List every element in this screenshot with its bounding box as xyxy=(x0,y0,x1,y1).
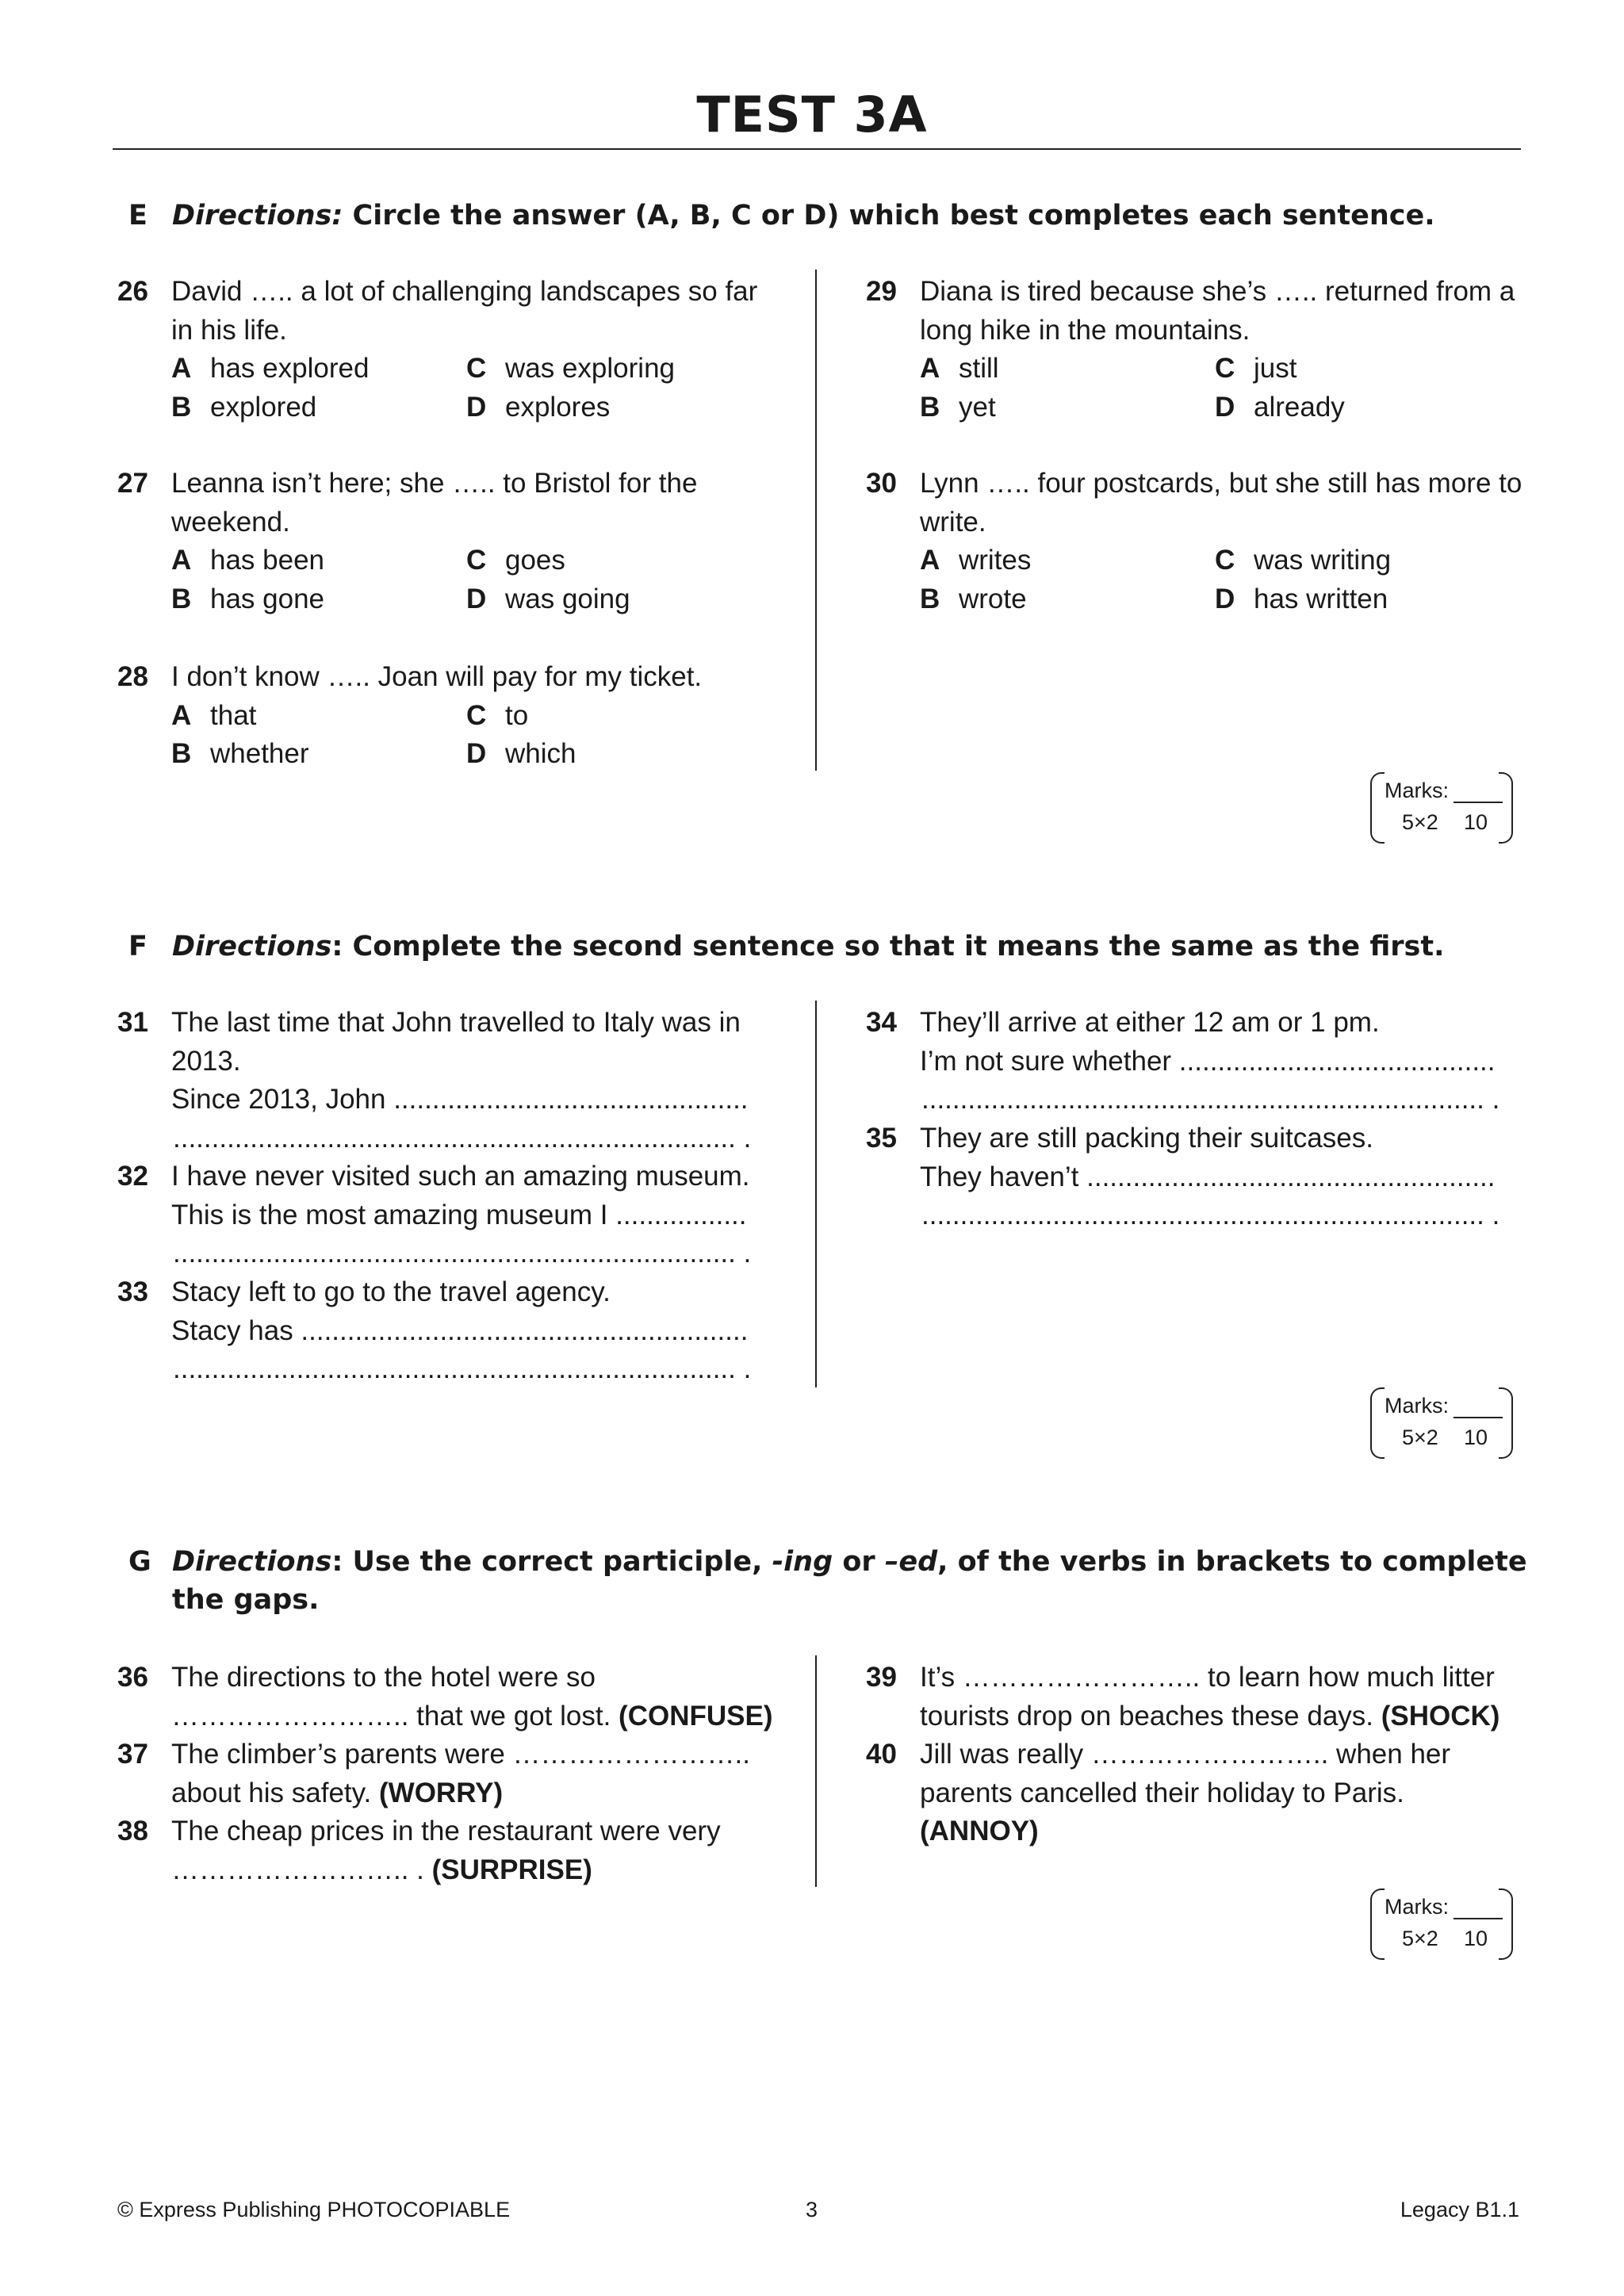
question-29 xyxy=(866,273,1532,431)
question-text: parents cancelled their holiday to Paris. xyxy=(920,1777,1404,1808)
directions-text: the gaps. xyxy=(172,1584,320,1616)
option-c[interactable]: C goes xyxy=(466,545,565,576)
question-text: They’ll arrive at either 12 am or 1 pm. xyxy=(920,1007,1380,1038)
page-title: TEST 3A xyxy=(696,86,928,144)
question-number: 36 xyxy=(117,1662,148,1693)
option-c[interactable]: C just xyxy=(1215,353,1297,384)
question-text: The climber’s parents were …………………….. xyxy=(171,1739,750,1770)
option-d[interactable]: D has written xyxy=(1215,583,1388,614)
question-27 xyxy=(117,465,799,623)
marks-calc: 5×2 xyxy=(1402,1425,1438,1449)
marks-total: 10 xyxy=(1464,810,1488,834)
option-d[interactable]: D was going xyxy=(466,583,630,614)
option-a[interactable]: A has explored xyxy=(171,353,370,384)
option-d[interactable]: D which xyxy=(466,738,576,769)
marks-total: 10 xyxy=(1464,1927,1488,1950)
option-c[interactable]: C was writing xyxy=(1215,545,1392,576)
question-number: 32 xyxy=(117,1161,148,1192)
marks-label: Marks: xyxy=(1385,779,1449,802)
option-c[interactable]: C to xyxy=(466,699,529,731)
title-divider xyxy=(113,148,1521,150)
directions-text: Circle the answer (A, B, C or D) which best completes each sentence. xyxy=(343,200,1435,232)
marks-box xyxy=(1370,1387,1513,1457)
directions-text: , of the verbs in brackets to complete xyxy=(937,1546,1527,1578)
question-number: 29 xyxy=(866,276,897,307)
verb-key: (WORRY) xyxy=(379,1777,504,1808)
question-text: about his safety. xyxy=(171,1777,380,1808)
marks-label: Marks: xyxy=(1385,1895,1449,1919)
question-number: 34 xyxy=(866,1007,897,1038)
question-text: The cheap prices in the restaurant were very xyxy=(171,1816,721,1846)
answer-line[interactable]: Stacy has .......................................................... xyxy=(171,1314,749,1346)
question-28 xyxy=(117,658,799,777)
question-text: It’s …………………….. to learn how much litter xyxy=(920,1662,1495,1693)
directions-ed: –ed xyxy=(884,1546,938,1578)
footer-copyright: © Express Publishing PHOTOCOPIABLE xyxy=(117,2198,511,2221)
answer-line[interactable]: ......................................................................... . xyxy=(173,1122,752,1154)
question-text: I don’t know ….. Joan will pay for my ticket. xyxy=(171,661,703,692)
question-number: 27 xyxy=(117,468,148,499)
question-number: 30 xyxy=(866,468,897,499)
option-a[interactable]: A still xyxy=(920,353,999,384)
marks-calc: 5×2 xyxy=(1402,810,1438,834)
bracket-left xyxy=(1370,1888,1385,1960)
answer-line[interactable]: ......................................................................... . xyxy=(921,1084,1500,1115)
section-e-directions xyxy=(128,197,1537,236)
question-text: Diana is tired because she’s ….. returned from a xyxy=(920,276,1515,307)
verb-key: (SHOCK) xyxy=(1381,1700,1500,1732)
verb-key: (CONFUSE) xyxy=(619,1700,773,1732)
question-36 xyxy=(117,1659,799,1738)
question-text: …………………….. that we got lost. xyxy=(171,1700,619,1732)
question-text: …………………….. . xyxy=(171,1854,432,1885)
option-d[interactable]: D explores xyxy=(466,391,611,423)
section-g-directions xyxy=(128,1543,1537,1622)
question-35 xyxy=(866,1119,1532,1238)
directions-text: : Use the correct participle, xyxy=(331,1546,772,1578)
directions-ing: -ing xyxy=(772,1546,833,1578)
answer-line[interactable]: This is the most amazing museum I ................. xyxy=(171,1199,747,1230)
question-number: 38 xyxy=(117,1816,148,1846)
section-letter: F xyxy=(128,931,147,962)
option-b[interactable]: B has gone xyxy=(171,583,325,614)
footer-page-number: 3 xyxy=(806,2198,818,2221)
question-text: Jill was really …………………….. when her xyxy=(920,1739,1451,1770)
section-letter: E xyxy=(128,200,147,232)
answer-line[interactable]: Since 2013, John .............................................. xyxy=(171,1084,749,1115)
question-number: 37 xyxy=(117,1739,148,1770)
marks-blank[interactable] xyxy=(1454,783,1503,803)
verb-key: (SURPRISE) xyxy=(431,1854,592,1885)
directions-text: : Complete the second sentence so that it means the same as the first. xyxy=(331,931,1445,962)
question-33 xyxy=(117,1273,799,1392)
directions-label: Directions xyxy=(172,931,332,962)
column-divider xyxy=(815,270,817,771)
directions-label: Directions: xyxy=(172,200,343,232)
section-letter: G xyxy=(128,1546,151,1578)
answer-line[interactable]: ......................................................................... . xyxy=(173,1238,752,1269)
section-f-directions xyxy=(128,928,1537,967)
answer-line[interactable]: ......................................................................... . xyxy=(173,1353,752,1384)
question-number: 28 xyxy=(117,661,148,692)
option-d[interactable]: D already xyxy=(1215,391,1345,423)
question-number: 33 xyxy=(117,1276,148,1307)
question-text: The last time that John travelled to Italy was in xyxy=(171,1007,741,1038)
option-b[interactable]: B yet xyxy=(920,391,996,423)
question-38 xyxy=(117,1812,799,1892)
question-30 xyxy=(866,465,1532,623)
column-divider xyxy=(815,1001,817,1387)
question-37 xyxy=(117,1735,799,1815)
bracket-left xyxy=(1370,1387,1385,1459)
answer-line[interactable]: ......................................................................... . xyxy=(921,1200,1500,1230)
question-text: They are still packing their suitcases. xyxy=(920,1123,1373,1154)
question-text: David ….. a lot of challenging landscapes so far xyxy=(171,276,758,307)
option-a[interactable]: A has been xyxy=(171,545,325,576)
question-number: 40 xyxy=(866,1739,897,1770)
question-34 xyxy=(866,1004,1532,1123)
directions-text: or xyxy=(833,1546,885,1578)
question-31 xyxy=(117,1004,799,1162)
question-text: The directions to the hotel were so xyxy=(171,1662,596,1693)
marks-total: 10 xyxy=(1464,1425,1488,1449)
marks-box xyxy=(1370,1888,1513,1958)
question-39 xyxy=(866,1659,1532,1738)
footer-book: Legacy B1.1 xyxy=(1400,2198,1519,2221)
question-number: 31 xyxy=(117,1007,148,1038)
option-a[interactable]: A writes xyxy=(920,545,1032,576)
answer-line[interactable]: I’m not sure whether ......................................... xyxy=(920,1045,1496,1077)
option-a[interactable]: A that xyxy=(171,699,257,731)
marks-box xyxy=(1370,772,1513,842)
question-text: I have never visited such an amazing museum. xyxy=(171,1161,750,1192)
marks-blank[interactable] xyxy=(1454,1899,1503,1919)
question-text: write. xyxy=(920,506,986,538)
question-number: 26 xyxy=(117,276,148,307)
verb-key: (ANNOY) xyxy=(920,1816,1039,1846)
directions-label: Directions xyxy=(172,1546,332,1578)
answer-line[interactable]: They haven’t ..................................................... xyxy=(920,1161,1496,1192)
question-text: in his life. xyxy=(171,314,287,346)
marks-label: Marks: xyxy=(1385,1394,1449,1418)
question-26 xyxy=(117,273,799,431)
option-b[interactable]: B whether xyxy=(171,738,309,769)
marks-blank[interactable] xyxy=(1454,1398,1503,1418)
question-text: Leanna isn’t here; she ….. to Bristol for the xyxy=(171,468,698,499)
question-text: long hike in the mountains. xyxy=(920,314,1251,346)
question-text: weekend. xyxy=(171,506,290,538)
question-number: 35 xyxy=(866,1123,897,1154)
question-text: Lynn ….. four postcards, but she still has more to xyxy=(920,468,1522,499)
question-number: 39 xyxy=(866,1662,897,1693)
option-b[interactable]: B wrote xyxy=(920,583,1027,614)
option-c[interactable]: C was exploring xyxy=(466,353,675,384)
question-40 xyxy=(866,1735,1532,1854)
marks-calc: 5×2 xyxy=(1402,1927,1438,1950)
column-divider xyxy=(815,1655,817,1887)
question-text: Stacy left to go to the travel agency. xyxy=(171,1276,611,1307)
question-32 xyxy=(117,1158,799,1276)
question-text: 2013. xyxy=(171,1045,241,1077)
bracket-left xyxy=(1370,772,1385,844)
question-text: tourists drop on beaches these days. xyxy=(920,1700,1381,1732)
option-b[interactable]: B explored xyxy=(171,391,317,423)
